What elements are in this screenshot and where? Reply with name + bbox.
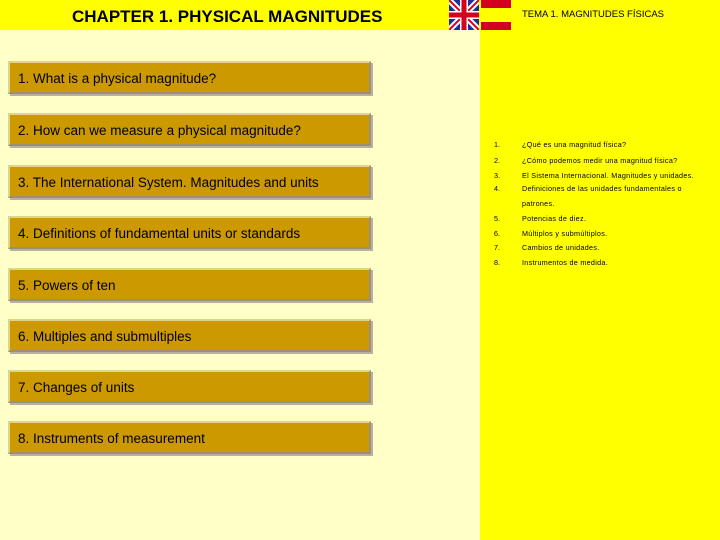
menu-button-6[interactable] [8, 319, 371, 352]
menu-button-label: 6. Multiples and submultiples [18, 329, 192, 344]
index-number: 2. [494, 156, 500, 165]
index-text: El Sistema Internacional. Magnitudes y unidades. [522, 171, 694, 180]
menu-button-label: 5. Powers of ten [18, 278, 116, 293]
menu-button-label: 1. What is a physical magnitude? [18, 71, 217, 86]
index-number: 5. [494, 214, 500, 223]
menu-button-7[interactable] [8, 370, 371, 403]
index-text: patrones. [522, 199, 555, 208]
index-number: 4. [494, 184, 500, 193]
uk-flag-icon[interactable] [449, 0, 479, 30]
index-text: Cambios de unidades. [522, 243, 600, 252]
menu-button-2[interactable] [8, 113, 371, 146]
menu-button-5[interactable] [8, 268, 371, 301]
page-title: CHAPTER 1. PHYSICAL MAGNITUDES [72, 7, 383, 26]
menu-button-label: 8. Instruments of measurement [18, 431, 205, 446]
menu-button-3[interactable] [8, 165, 371, 198]
tema-subtitle: TEMA 1. MAGNITUDES FÍSICAS [522, 9, 664, 20]
menu-button-label: 4. Definitions of fundamental units or standards [18, 226, 301, 241]
index-text: Definiciones de las unidades fundamentales o [522, 184, 682, 193]
menu-button-label: 7. Changes of units [18, 380, 135, 395]
index-text: Potencias de diez. [522, 214, 587, 223]
index-number: 1. [494, 140, 500, 149]
right-panel [480, 0, 720, 540]
menu-button-label: 3. The International System. Magnitudes and units [18, 175, 319, 190]
index-number: 8. [494, 258, 500, 267]
menu-button-1[interactable] [8, 61, 371, 94]
menu-button-label: 2. How can we measure a physical magnitude? [18, 123, 301, 138]
index-text: ¿Cómo podemos medir una magnitud física? [522, 156, 678, 165]
index-number: 6. [494, 229, 500, 238]
index-number: 7. [494, 243, 500, 252]
spain-flag-icon[interactable] [481, 0, 511, 30]
menu-button-4[interactable] [8, 216, 371, 249]
index-text: Múltiplos y submúltiplos. [522, 229, 608, 238]
index-text: ¿Qué es una magnitud física? [522, 140, 627, 149]
index-number: 3. [494, 171, 500, 180]
index-text: Instrumentos de medida. [522, 258, 609, 267]
menu-button-8[interactable] [8, 421, 371, 454]
